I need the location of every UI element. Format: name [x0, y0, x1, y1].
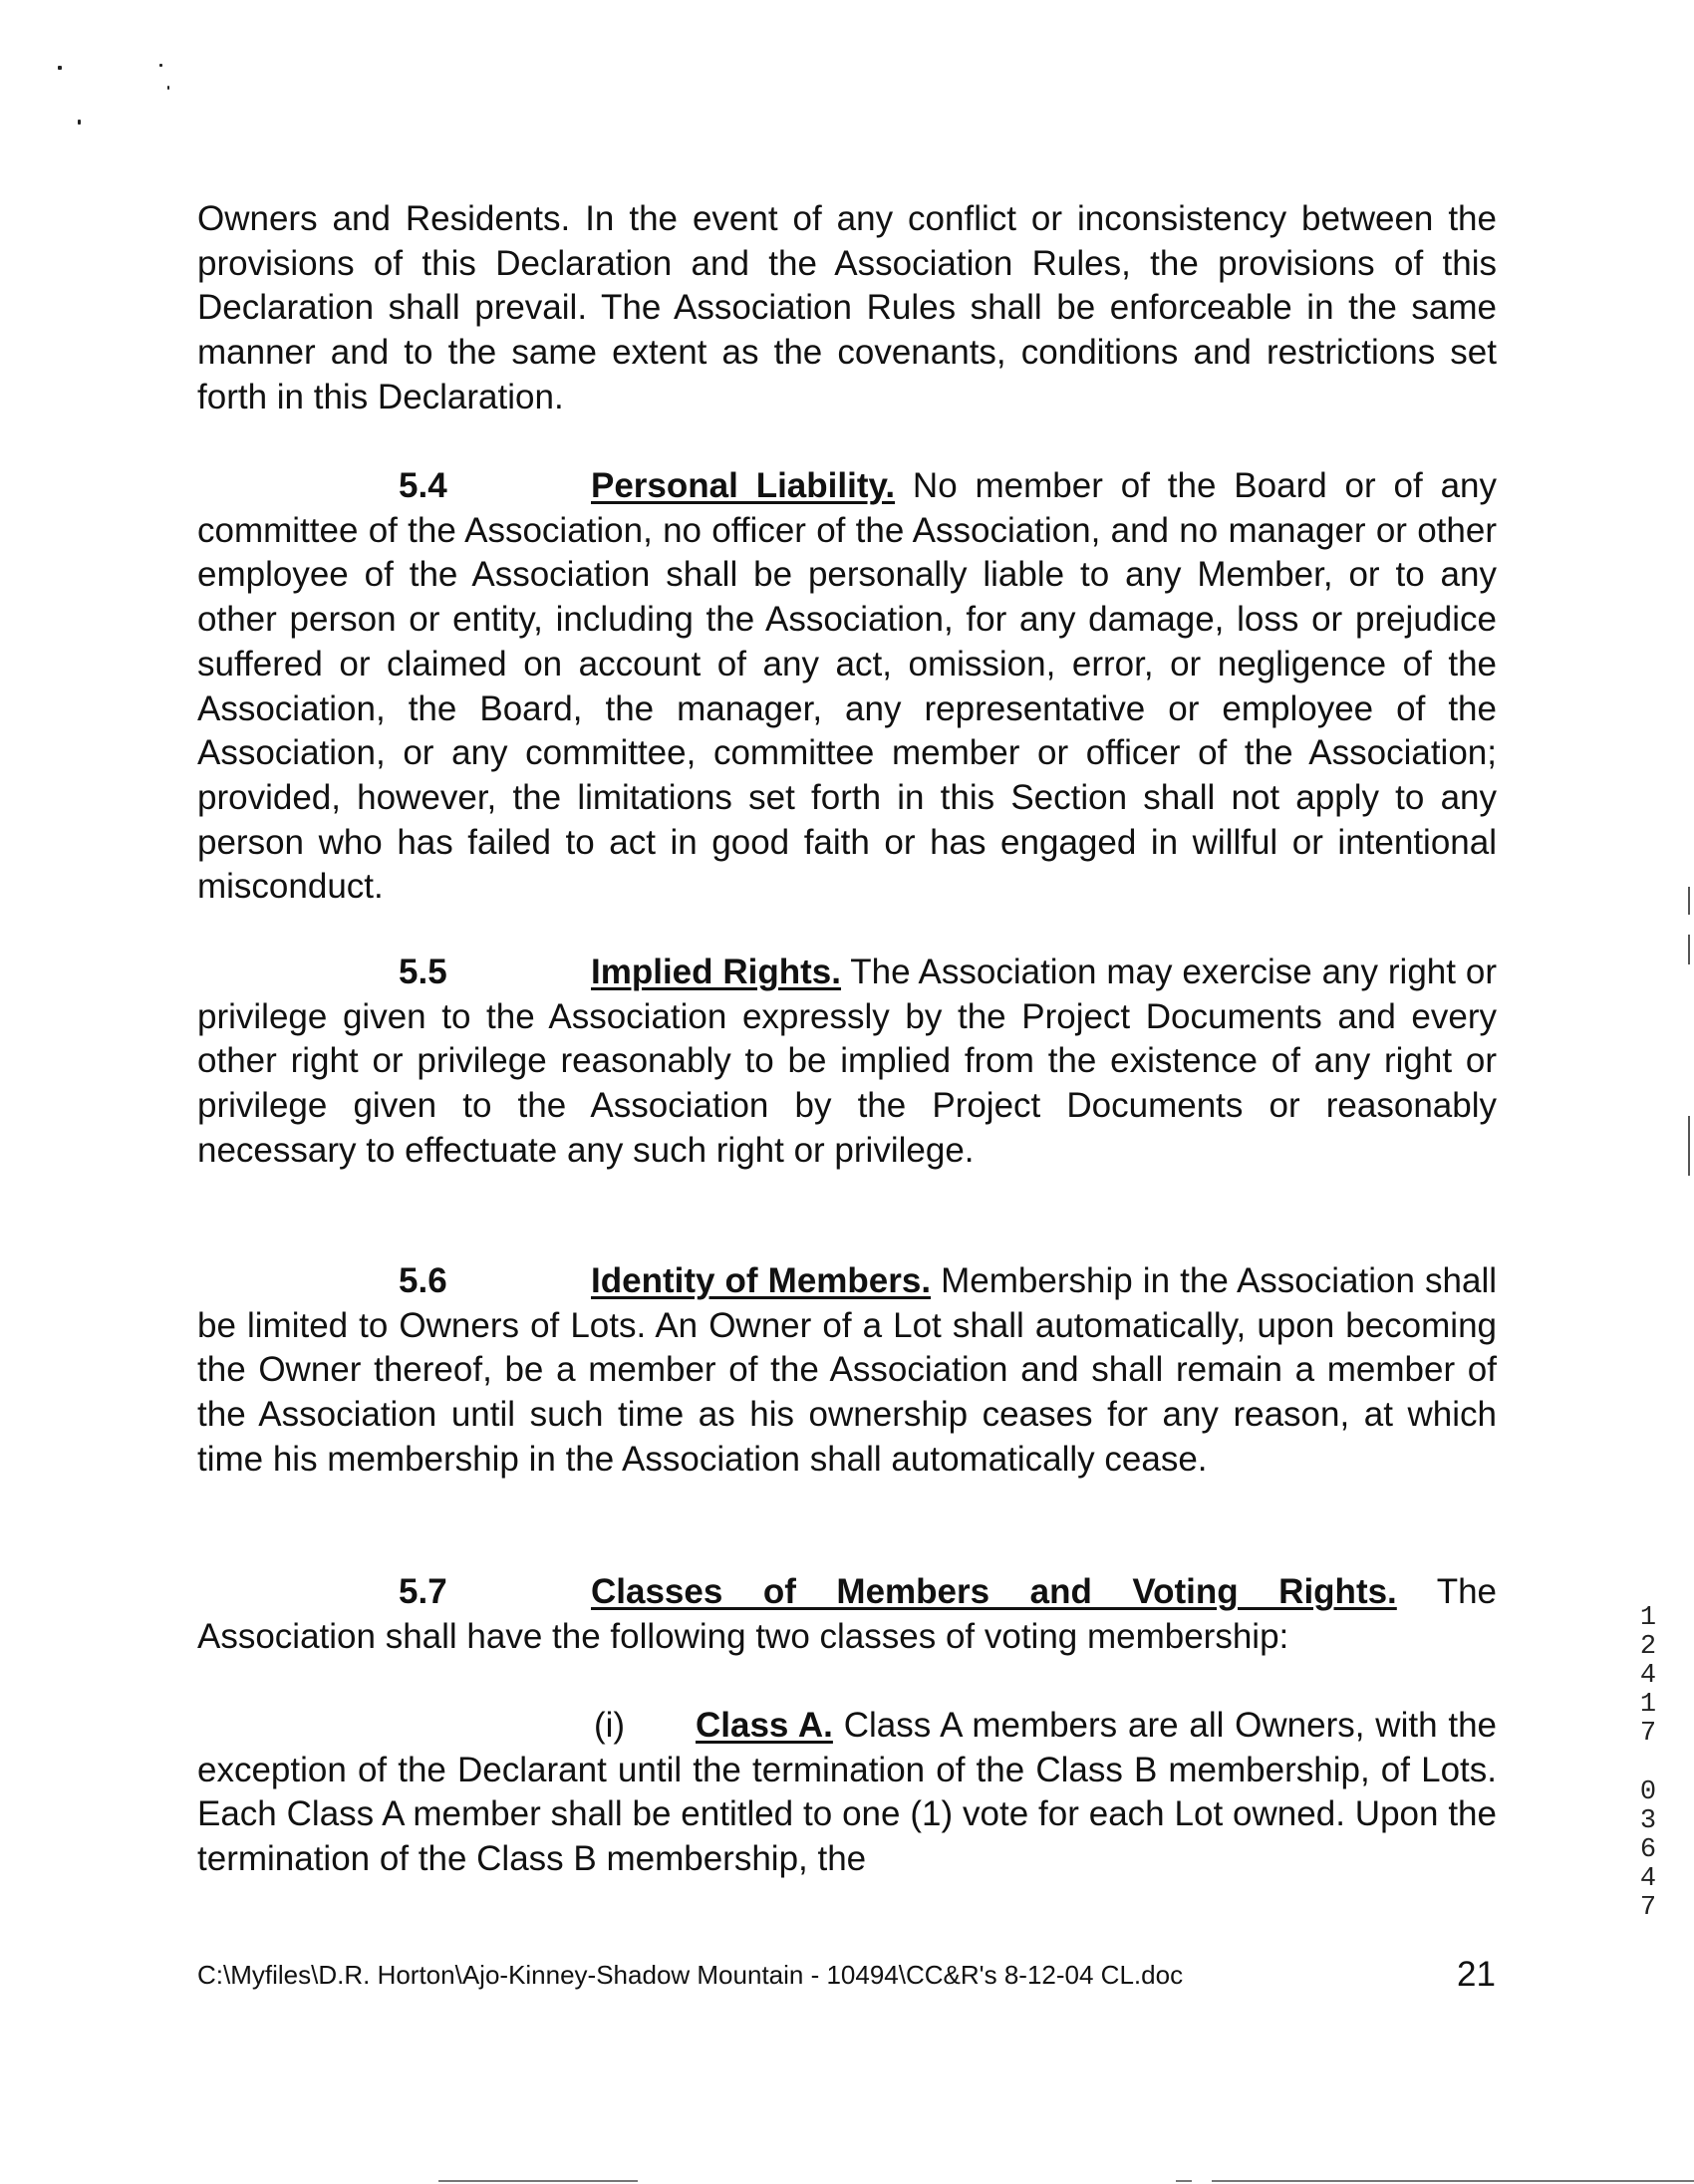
- intro-paragraph-text: Owners and Residents. In the event of any conflict or inconsistency between the provisions of this Declaration and the Association Rules, the provisions of this Declaration shall prevail. The Association Rules shall be enforceable in the same manner and to the same extent as the covenants, conditions and restrictions set forth in this Declaration.: [197, 199, 1497, 416]
- subsection-number: (i): [594, 1706, 626, 1745]
- section-text: Membership in the Association shall be limited to Owners of Lots. An Owner of a Lot shall automatically, upon becoming the Owner thereof, be a member of the Association and shall remain a member of the Association until such time as his ownership ceases for any reason, at which time his membership in the Association shall automatically cease.: [197, 1261, 1497, 1479]
- section-title: Classes of Members and Voting Rights.: [591, 1572, 1397, 1611]
- scan-bottom-mark: [1212, 2180, 1694, 2182]
- subsection-title: Class A.: [696, 1706, 833, 1745]
- subsection-class-a: [197, 1704, 1497, 1882]
- recording-number-stamp: [1634, 1604, 1662, 1923]
- recording-digit: 4: [1639, 1864, 1657, 1894]
- section-text: The Association may exercise any right or privilege given to the Association expressly by the Project Documents and every other right or privilege reasonably to be implied from the existence of any right or privilege given to the Association by the Project Documents or reasonably necessary to effectuate any such right or privilege.: [197, 953, 1497, 1170]
- recording-digit: 7: [1639, 1719, 1657, 1749]
- recording-digit: 6: [1639, 1835, 1657, 1865]
- subsection-text: Class A members are all Owners, with the exception of the Declarant until the termination of the Class B membership, of Lots. Each Class A member shall be entitled to one (1) vote for each Lot owned. Upon the termination of the Class B membership, the: [197, 1706, 1497, 1879]
- scan-edge-mark: [1688, 1116, 1690, 1176]
- recording-digit: 7: [1639, 1893, 1657, 1923]
- recording-digit: 1: [1639, 1690, 1657, 1720]
- section-5-5: [197, 951, 1497, 1174]
- recording-digit: 0: [1639, 1777, 1657, 1807]
- scan-speck: [78, 120, 81, 125]
- page-number: 21: [1457, 1955, 1496, 1994]
- recording-digit: 4: [1639, 1661, 1657, 1691]
- recording-digit: 2: [1639, 1632, 1657, 1662]
- section-number: 5.4: [399, 466, 447, 505]
- section-title: Personal Liability.: [591, 466, 896, 505]
- section-title: Implied Rights.: [591, 953, 842, 991]
- recording-digit: 3: [1639, 1806, 1657, 1836]
- section-5-6: [197, 1259, 1497, 1483]
- scan-bottom-mark: [1176, 2180, 1192, 2182]
- section-number: 5.7: [399, 1572, 447, 1611]
- scan-speck: [159, 64, 162, 67]
- scan-speck: [58, 66, 62, 70]
- section-number: 5.6: [399, 1261, 447, 1300]
- intro-paragraph: [197, 197, 1497, 420]
- scan-speck: [167, 86, 169, 90]
- section-5-4: [197, 464, 1497, 910]
- scan-bottom-mark: [438, 2180, 638, 2182]
- section-text: The Association shall have the following two classes of voting membership:: [197, 1572, 1498, 1656]
- scan-edge-mark: [1688, 935, 1690, 964]
- scan-edge-mark: [1688, 887, 1690, 915]
- section-number: 5.5: [399, 953, 447, 991]
- recording-digit: 1: [1639, 1603, 1657, 1633]
- section-text: No member of the Board or of any committee of the Association, no officer of the Association, and no manager or other employee of the Association shall be personally liable to any Member, or to any other person or entity, including the Association, for any damage, loss or prejudice suffered or claimed on account of any act, omission, error, or negligence of the Association, the Board, the manager, any representative or employee of the Association, or any committee, committee member or officer of the Association; provided, however, the limitations set forth in this Section shall not apply to any person who has failed to act in good faith or has engaged in willful or intentional misconduct.: [197, 466, 1497, 907]
- section-title: Identity of Members.: [591, 1261, 932, 1300]
- section-5-7: [197, 1570, 1497, 1659]
- footer-file-path: C:\Myfiles\D.R. Horton\Ajo-Kinney-Shadow Mountain - 10494\CC&R's 8-12-04 CL.doc: [197, 1960, 1184, 1990]
- recording-digit-gap: [1634, 1749, 1662, 1778]
